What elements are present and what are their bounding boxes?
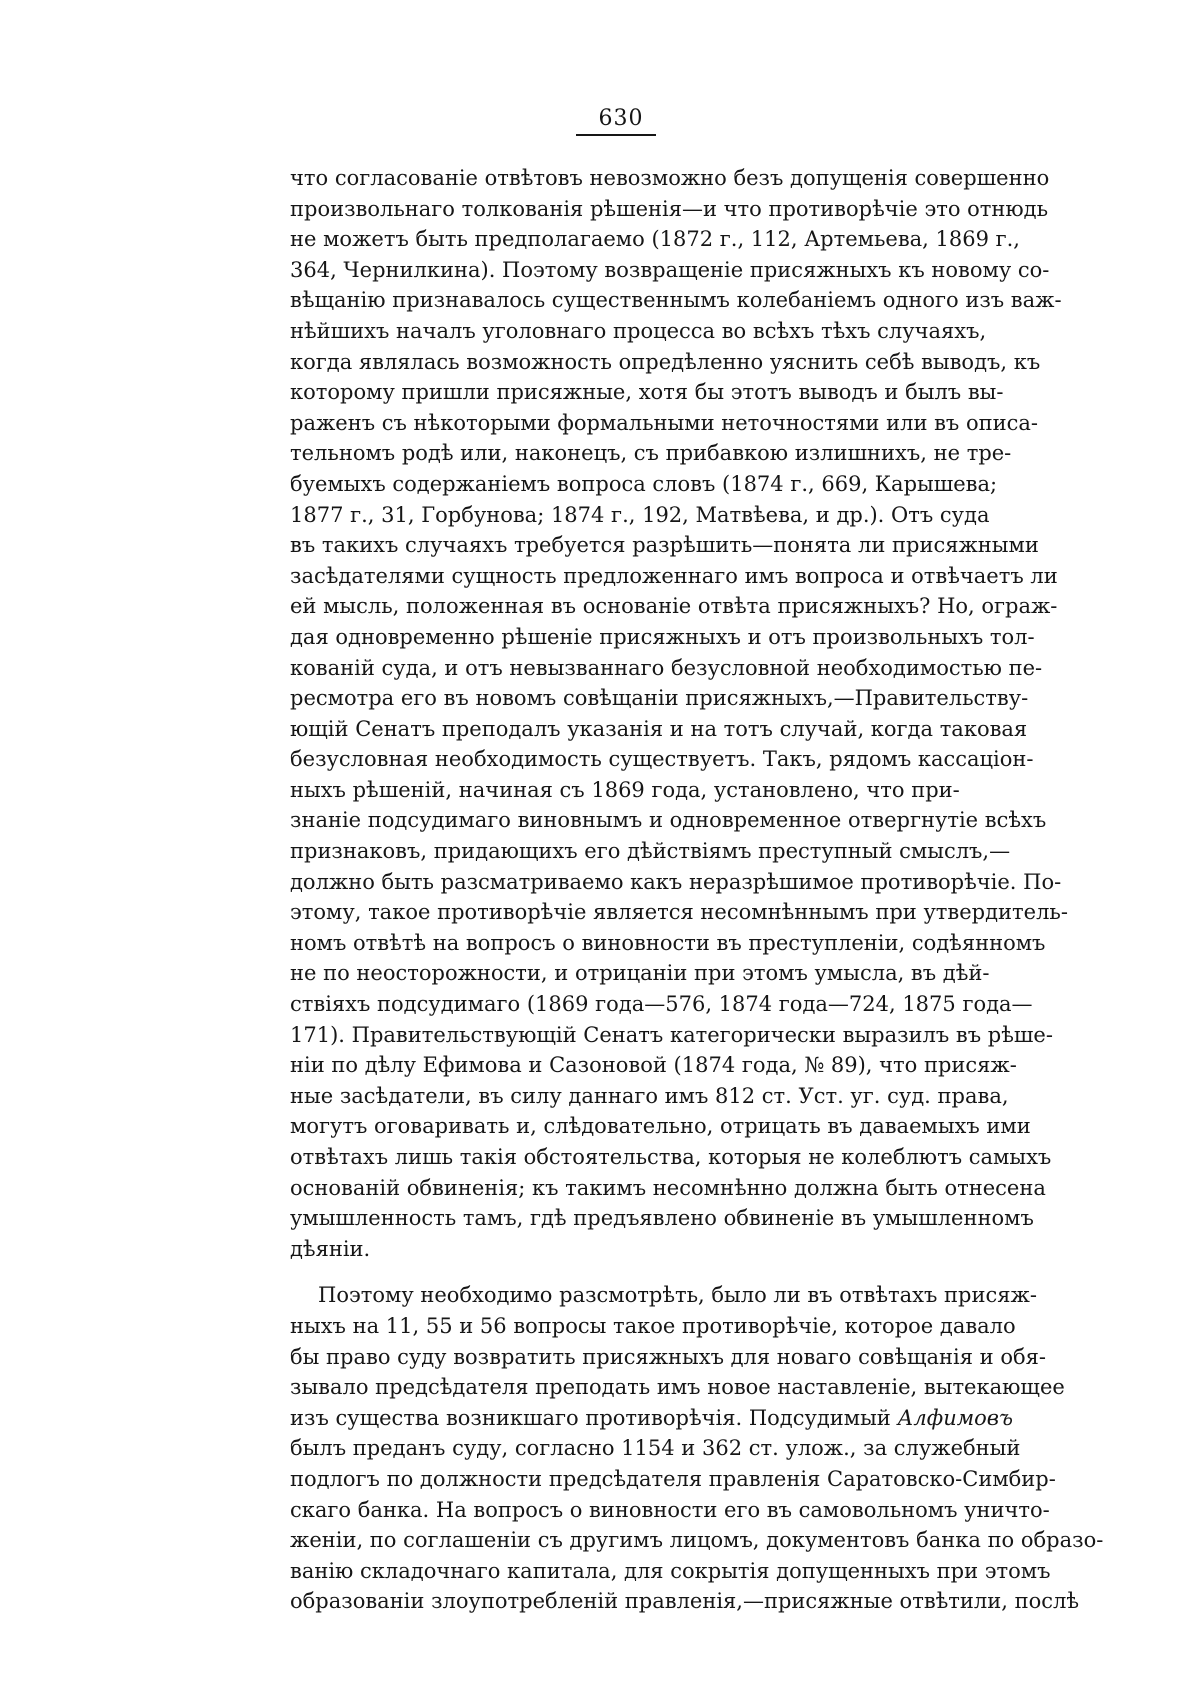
text-line — [290, 347, 1041, 378]
page-number: 630 — [598, 106, 644, 131]
text-line-content: 171). Правительствующій Сенатъ категорически выразилъ въ рѣше- — [290, 1022, 1053, 1047]
text-line — [290, 1020, 1053, 1051]
text-line — [290, 469, 998, 500]
text-line-content: кованій суда, и отъ невызваннаго безусловной необходимостью пе- — [290, 655, 1043, 680]
text-line-content: умышленность тамъ, гдѣ предъявлено обвиненіе въ умышленномъ — [290, 1206, 1034, 1231]
text-line — [290, 316, 987, 347]
text-line-content: безусловная необходимость существуетъ. Такъ, рядомъ кассаціон- — [290, 747, 1034, 772]
text-line — [290, 1111, 1031, 1142]
text-line — [290, 653, 1043, 684]
body-text — [290, 163, 1104, 1617]
text-line-content: основаній обвиненія; къ такимъ несомнѣнно должна быть отнесена — [290, 1175, 1046, 1200]
text-line — [290, 408, 1038, 439]
text-line — [290, 1234, 950, 1265]
text-line — [290, 1203, 1034, 1234]
text-line — [290, 591, 1058, 622]
text-line-content: 364, Чернилкина). Поэтому возвращеніе присяжныхъ къ новому со- — [290, 257, 1050, 282]
text-line-content: буемыхъ содержаніемъ вопроса словъ (1874 г., 669, Карышева; — [290, 471, 998, 496]
text-line-content: номъ отвѣтѣ на вопросъ о виновности въ преступленіи, содѣянномъ — [290, 930, 1046, 955]
text-line — [290, 500, 990, 531]
text-line — [290, 163, 1050, 194]
text-line — [290, 1403, 1013, 1434]
text-line — [290, 224, 1020, 255]
text-line — [290, 897, 1068, 928]
text-line — [290, 928, 1046, 959]
text-line — [290, 285, 1062, 316]
text-line — [290, 1464, 1056, 1495]
text-line-content: вѣщанію признавалось существеннымъ колебаніемъ одного изъ важ- — [290, 288, 1062, 313]
text-line-content: когда являлась возможность опредѣленно уяснить себѣ выводъ, къ — [290, 349, 1041, 374]
text-line — [290, 1495, 1050, 1526]
text-line — [290, 1556, 1051, 1587]
paragraph-1 — [290, 163, 1068, 1264]
text-line-content: ванію складочнаго капитала, для сокрытія допущенныхъ при этомъ — [290, 1558, 1051, 1583]
text-line-content: произвольнаго толкованія рѣшенія—и что противорѣчіе это отнюдь — [290, 196, 1049, 221]
text-line — [290, 714, 1028, 745]
text-line — [290, 530, 1039, 561]
text-line-content: раженъ съ нѣкоторыми формальными неточностями или въ описа- — [290, 410, 1038, 435]
text-line-content: засѣдателями сущность предложеннаго имъ вопроса и отвѣчаетъ ли — [290, 563, 1058, 588]
text-line-content: бы право суду возвратить присяжныхъ для новаго совѣщанія и обя- — [290, 1344, 1046, 1369]
text-line-content: что согласованіе отвѣтовъ невозможно безъ допущенія совершенно — [290, 166, 1050, 190]
text-line-content: нѣйшихъ началъ уголовнаго процесса во всѣхъ тѣхъ случаяхъ, — [290, 318, 987, 343]
text-line-content: ющій Сенатъ преподалъ указанія и на тотъ случай, когда таковая — [290, 716, 1028, 741]
text-line-content: изъ существа возникшаго противорѣчія. Подсудимый — [290, 1405, 898, 1430]
text-line-content: которому пришли присяжные, хотя бы этотъ выводъ и былъ вы- — [290, 380, 1004, 405]
text-line-content: должно быть разсматриваемо какъ неразрѣшимое противорѣчіе. По- — [290, 869, 1062, 894]
text-line — [290, 255, 1050, 286]
text-line — [290, 438, 1012, 469]
text-line — [290, 989, 1033, 1020]
text-line-content: подлогъ по должности предсѣдателя правленія Саратовско-Симбир- — [290, 1466, 1056, 1491]
text-line — [290, 683, 1029, 714]
text-line-content: ныхъ на 11, 55 и 56 вопросы такое противорѣчіе, которое давало — [290, 1313, 1016, 1338]
defendant-name: Алфимовъ — [897, 1405, 1013, 1430]
text-line — [290, 377, 1004, 408]
text-line — [290, 1081, 1009, 1112]
text-line-content: женіи, по соглашеніи съ другимъ лицомъ, документовъ банка по образо- — [290, 1528, 1104, 1553]
paragraph-2 — [290, 1280, 1104, 1617]
text-line-content: ресмотра его въ новомъ совѣщаніи присяжныхъ,—Правительству- — [290, 686, 1029, 711]
text-line-content: не по неосторожности, и отрицаніи при этомъ умысла, въ дѣй- — [290, 961, 990, 986]
text-line-content: образованіи злоупотребленій правленія,—присяжные отвѣтили, послѣ — [290, 1589, 1080, 1614]
text-line — [290, 622, 1035, 653]
text-line-content: этому, такое противорѣчіе является несомнѣннымъ при утвердитель- — [290, 900, 1068, 925]
text-line-content: Поэтому необходимо разсмотрѣть, было ли въ отвѣтахъ присяж- — [318, 1283, 1037, 1308]
text-line-content: ей мысль, положенная въ основаніе отвѣта присяжныхъ? Но, ограж- — [290, 594, 1058, 619]
text-line-content: дѣяніи. — [290, 1236, 371, 1261]
text-line — [290, 836, 1011, 867]
text-line-content: въ такихъ случаяхъ требуется разрѣшить—понята ли присяжными — [290, 533, 1039, 558]
text-line — [290, 1142, 1052, 1173]
text-line — [290, 958, 990, 989]
text-line — [290, 1372, 1065, 1403]
text-line — [290, 1311, 1016, 1342]
text-line-content: отвѣтахъ лишь такія обстоятельства, которыя не колеблютъ самыхъ — [290, 1145, 1052, 1169]
text-line-content: 1877 г., 31, Горбунова; 1874 г., 192, Матвѣева, и др.). Отъ суда — [290, 502, 990, 527]
text-line — [290, 1173, 1046, 1204]
text-line-content: не можетъ быть предполагаемо (1872 г., 112, Артемьева, 1869 г., — [290, 227, 1020, 252]
text-line — [290, 805, 1047, 836]
text-line-content: зывало предсѣдателя преподать имъ новое наставленіе, вытекающее — [290, 1375, 1065, 1400]
text-line-content: былъ преданъ суду, согласно 1154 и 362 ст. улож., за служебный — [290, 1436, 1021, 1461]
text-line-content: ные засѣдатели, въ силу даннаго имъ 812 ст. Уст. уг. суд. права, — [290, 1083, 1009, 1108]
text-line — [290, 1525, 1104, 1556]
text-line-content: ствіяхъ подсудимаго (1869 года—576, 1874 года—724, 1875 года— — [290, 992, 1033, 1017]
page-number-rule — [576, 134, 656, 136]
text-line-content: ныхъ рѣшеній, начиная съ 1869 года, установлено, что при- — [290, 777, 960, 802]
text-line-content: ніи по дѣлу Ефимова и Сазоновой (1874 года, № 89), что присяж- — [290, 1053, 1017, 1078]
text-line — [290, 1280, 1037, 1311]
text-line — [290, 744, 1034, 775]
text-line-content: могутъ оговаривать и, слѣдовательно, отрицать въ даваемыхъ ими — [290, 1114, 1031, 1139]
text-line-content: скаго банка. На вопросъ о виновности его въ самовольномъ уничто- — [290, 1497, 1050, 1522]
text-line-content: дая одновременно рѣшеніе присяжныхъ и отъ произвольныхъ тол- — [290, 624, 1035, 649]
text-line-content: знаніе подсудимаго виновнымъ и одновременное отвергнутіе всѣхъ — [290, 808, 1047, 833]
text-line — [290, 1050, 1017, 1081]
text-line-content: признаковъ, придающихъ его дѣйствіямъ преступный смыслъ,— — [290, 839, 1011, 864]
text-line — [290, 1342, 1046, 1373]
text-line — [290, 1433, 1021, 1464]
text-line — [290, 561, 1058, 592]
paragraph-gap — [290, 1264, 950, 1280]
text-line — [290, 775, 960, 806]
text-line-content: тельномъ родѣ или, наконецъ, съ прибавкою излишнихъ, не тре- — [290, 441, 1012, 466]
text-line — [290, 194, 1049, 225]
text-line — [290, 867, 1062, 898]
text-line — [290, 1586, 1080, 1617]
